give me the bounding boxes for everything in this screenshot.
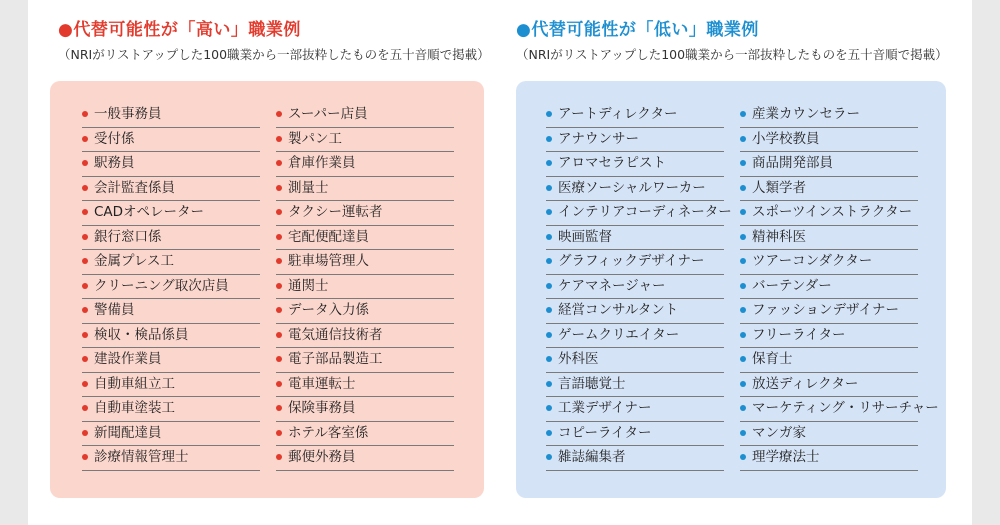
occupation-list-item [276,152,454,177]
occupation-list-item [740,446,918,471]
occupation-name: 自動車塗装工 [94,400,175,416]
bullet-dot-icon [82,454,88,460]
occupation-name: 測量士 [288,179,329,196]
occupation-list-item [546,397,724,422]
occupation-name: 経営コンサルタント [558,302,679,318]
occupation-list-item [546,299,724,324]
occupation-list-item [276,177,454,202]
occupation-list-item [740,201,918,226]
low-section-title: ●代替可能性が「低い」職業例 [516,20,759,40]
low-list-column-2 [740,103,939,471]
bullet-dot-icon [740,307,746,313]
occupation-name: 会計監査係員 [94,179,175,196]
bullet-dot-icon [740,454,746,460]
bullet-dot-icon [546,381,552,387]
occupation-name: データ入力係 [288,302,369,318]
occupation-list-item [276,397,454,422]
occupation-name: クリーニング取次店員 [94,277,229,294]
occupation-list-item [546,177,724,202]
occupation-name: 警備員 [94,302,135,318]
occupation-name: 駅務員 [94,155,135,171]
occupation-list-item [740,226,918,251]
occupation-list-item [546,446,724,471]
bullet-dot-icon [740,234,746,240]
occupation-list-item [740,275,918,300]
occupation-name: 新聞配達員 [94,424,162,441]
occupation-list-item [546,152,724,177]
bullet-dot-icon [740,209,746,215]
occupation-list-item [546,373,724,398]
bullet-dot-icon [82,283,88,289]
bullet-dot-icon [546,111,552,117]
occupation-name: 製パン工 [288,130,342,147]
occupation-list-item [276,324,454,349]
bullet-dot-icon [546,258,552,264]
bullet-dot-icon [740,405,746,411]
bullet-dot-icon [740,430,746,436]
occupation-list-item [740,128,918,153]
bullet-dot-icon [82,430,88,436]
bullet-dot-icon [276,356,282,362]
occupation-list-item [740,299,918,324]
occupation-list-item [82,128,260,153]
bullet-dot-icon [546,356,552,362]
occupation-name: アロマセラピスト [558,155,666,171]
occupation-name: インテリアコーディネーター [558,204,732,220]
occupation-list-item [276,422,454,447]
occupation-name: 工業デザイナー [558,400,652,416]
bullet-dot-icon [546,185,552,191]
bullet-dot-icon [276,136,282,142]
occupation-name: アートディレクター [558,106,678,122]
occupation-name: 郵便外務員 [288,449,356,465]
high-occupation-list-box [50,81,484,498]
occupation-name: ゲームクリエイター [558,326,680,343]
occupation-list-item [276,250,454,275]
occupation-name: CADオペレーター [94,204,205,220]
bullet-dot-icon [82,234,88,240]
occupation-name: 理学療法士 [752,449,820,465]
bullet-dot-icon [276,381,282,387]
occupation-list-item [82,422,260,447]
occupation-list-item [82,348,260,373]
occupation-name: 医療ソーシャルワーカー [558,179,706,196]
bullet-dot-icon [276,234,282,240]
bullet-dot-icon [546,283,552,289]
bullet-dot-icon [82,111,88,117]
occupation-name: 放送ディレクター [752,375,859,392]
occupation-name: フリーライター [752,326,846,343]
bullet-dot-icon [276,258,282,264]
bullet-dot-icon [82,307,88,313]
occupation-list-item [82,201,260,226]
occupation-list-item [276,348,454,373]
occupation-name: マンガ家 [752,424,806,441]
occupation-name: 言語聴覚士 [558,375,626,392]
document-page [28,0,972,525]
bullet-dot-icon [82,258,88,264]
bullet-dot-icon [546,160,552,166]
bullet-dot-icon [546,234,552,240]
occupation-list-item [276,373,454,398]
occupation-list-item [546,226,724,251]
occupation-name: 人類学者 [752,179,806,196]
occupation-list-item [82,373,260,398]
occupation-name: バーテンダー [752,277,832,294]
bullet-dot-icon [740,356,746,362]
occupation-list-item [546,250,724,275]
bullet-dot-icon [82,405,88,411]
occupation-list-item [82,177,260,202]
bullet-dot-icon [740,283,746,289]
bullet-dot-icon [740,185,746,191]
occupation-list-item [82,324,260,349]
occupation-name: 電気通信技術者 [288,326,383,343]
occupation-list-item [82,397,260,422]
bullet-dot-icon [276,307,282,313]
occupation-list-item [546,324,724,349]
low-occupation-list-box [516,81,946,498]
occupation-name: 駐車場管理人 [288,253,369,269]
occupation-name: ケアマネージャー [558,277,666,294]
bullet-dot-icon [82,381,88,387]
occupation-list-item [82,152,260,177]
occupation-name: ファッションデザイナー [752,302,900,318]
occupation-name: 外科医 [558,351,599,367]
bullet-dot-icon [82,332,88,338]
bullet-dot-icon [546,136,552,142]
occupation-name: 雑誌編集者 [558,449,626,465]
bullet-dot-icon [276,283,282,289]
occupation-list-item [276,446,454,471]
high-replaceability-section [58,18,498,465]
occupation-list-item [276,275,454,300]
occupation-list-item [740,103,918,128]
occupation-name: 検収・検品係員 [94,326,189,343]
bullet-dot-icon [82,209,88,215]
occupation-list-item [276,201,454,226]
occupation-list-item [276,226,454,251]
occupation-name: アナウンサー [558,130,639,147]
occupation-name: 診療情報管理士 [94,449,189,465]
occupation-list-item [740,250,918,275]
occupation-list-item [546,422,724,447]
bullet-dot-icon [82,136,88,142]
bullet-dot-icon [740,258,746,264]
occupation-name: 小学校教員 [752,130,820,147]
bullet-dot-icon [740,136,746,142]
occupation-list-item [82,250,260,275]
occupation-name: 銀行窓口係 [94,228,162,245]
occupation-list-item [740,152,918,177]
bullet-dot-icon [740,111,746,117]
bullet-dot-icon [546,209,552,215]
occupation-name: ホテル客室係 [288,424,369,441]
bullet-dot-icon [740,332,746,338]
occupation-name: 建設作業員 [94,351,162,367]
occupation-name: ツアーコンダクター [752,253,873,269]
occupation-list-item [740,373,918,398]
occupation-name: 精神科医 [752,228,806,245]
bullet-dot-icon [546,430,552,436]
occupation-name: グラフィックデザイナー [558,253,705,269]
bullet-dot-icon [740,381,746,387]
bullet-dot-icon [82,356,88,362]
occupation-list-item [546,348,724,373]
bullet-dot-icon [82,160,88,166]
occupation-list-item [82,226,260,251]
occupation-list-item [82,446,260,471]
bullet-dot-icon [546,405,552,411]
occupation-list-item [82,299,260,324]
occupation-name: 通関士 [288,277,329,294]
occupation-list-item [82,275,260,300]
bullet-dot-icon [82,185,88,191]
occupation-list-item [740,177,918,202]
occupation-name: 電子部品製造工 [288,351,383,367]
occupation-list-item [740,397,939,422]
occupation-name: 映画監督 [558,228,612,245]
bullet-dot-icon [276,209,282,215]
occupation-list-item [276,103,454,128]
occupation-name: 自動車組立工 [94,375,175,392]
occupation-name: 商品開発部員 [752,155,833,171]
bullet-dot-icon [546,307,552,313]
occupation-list-item [546,128,724,153]
occupation-name: 受付係 [94,130,135,147]
bullet-dot-icon [546,454,552,460]
high-list-column-2 [276,103,454,471]
occupation-name: 電車運転士 [288,375,356,392]
occupation-name: 産業カウンセラー [752,106,860,122]
bullet-dot-icon [276,332,282,338]
occupation-list-item [740,348,918,373]
occupation-name: コピーライター [558,424,652,441]
bullet-dot-icon [276,454,282,460]
occupation-name: 保険事務員 [288,400,356,416]
high-list-column-1 [82,103,260,471]
occupation-name: スーパー店員 [288,106,368,122]
bullet-dot-icon [546,332,552,338]
low-replaceability-section [516,18,956,465]
high-section-title: ●代替可能性が「高い」職業例 [58,20,301,40]
bullet-dot-icon [276,185,282,191]
occupation-list-item [276,299,454,324]
occupation-name: 宅配便配達員 [288,228,369,245]
occupation-name: マーケティング・リサーチャー [752,400,939,416]
bullet-dot-icon [276,430,282,436]
occupation-name: スポーツインストラクター [752,204,913,220]
bullet-dot-icon [276,160,282,166]
low-section-subtitle: （NRIがリストアップした100職業から一部抜粋したものを五十音順で掲載） [516,47,948,62]
occupation-name: 倉庫作業員 [288,155,356,171]
bullet-dot-icon [276,405,282,411]
low-list-column-1 [546,103,732,471]
occupation-name: 金属プレス工 [94,253,175,269]
occupation-list-item [546,103,724,128]
high-section-subtitle: （NRIがリストアップした100職業から一部抜粋したものを五十音順で掲載） [58,47,490,62]
occupation-list-item [276,128,454,153]
occupation-name: タクシー運転者 [288,204,383,220]
bullet-dot-icon [276,111,282,117]
occupation-name: 保育士 [752,351,793,367]
bullet-dot-icon [740,160,746,166]
occupation-list-item [546,201,732,226]
occupation-name: 一般事務員 [94,106,162,122]
occupation-list-item [82,103,260,128]
occupation-list-item [546,275,724,300]
occupation-list-item [740,422,918,447]
occupation-list-item [740,324,918,349]
